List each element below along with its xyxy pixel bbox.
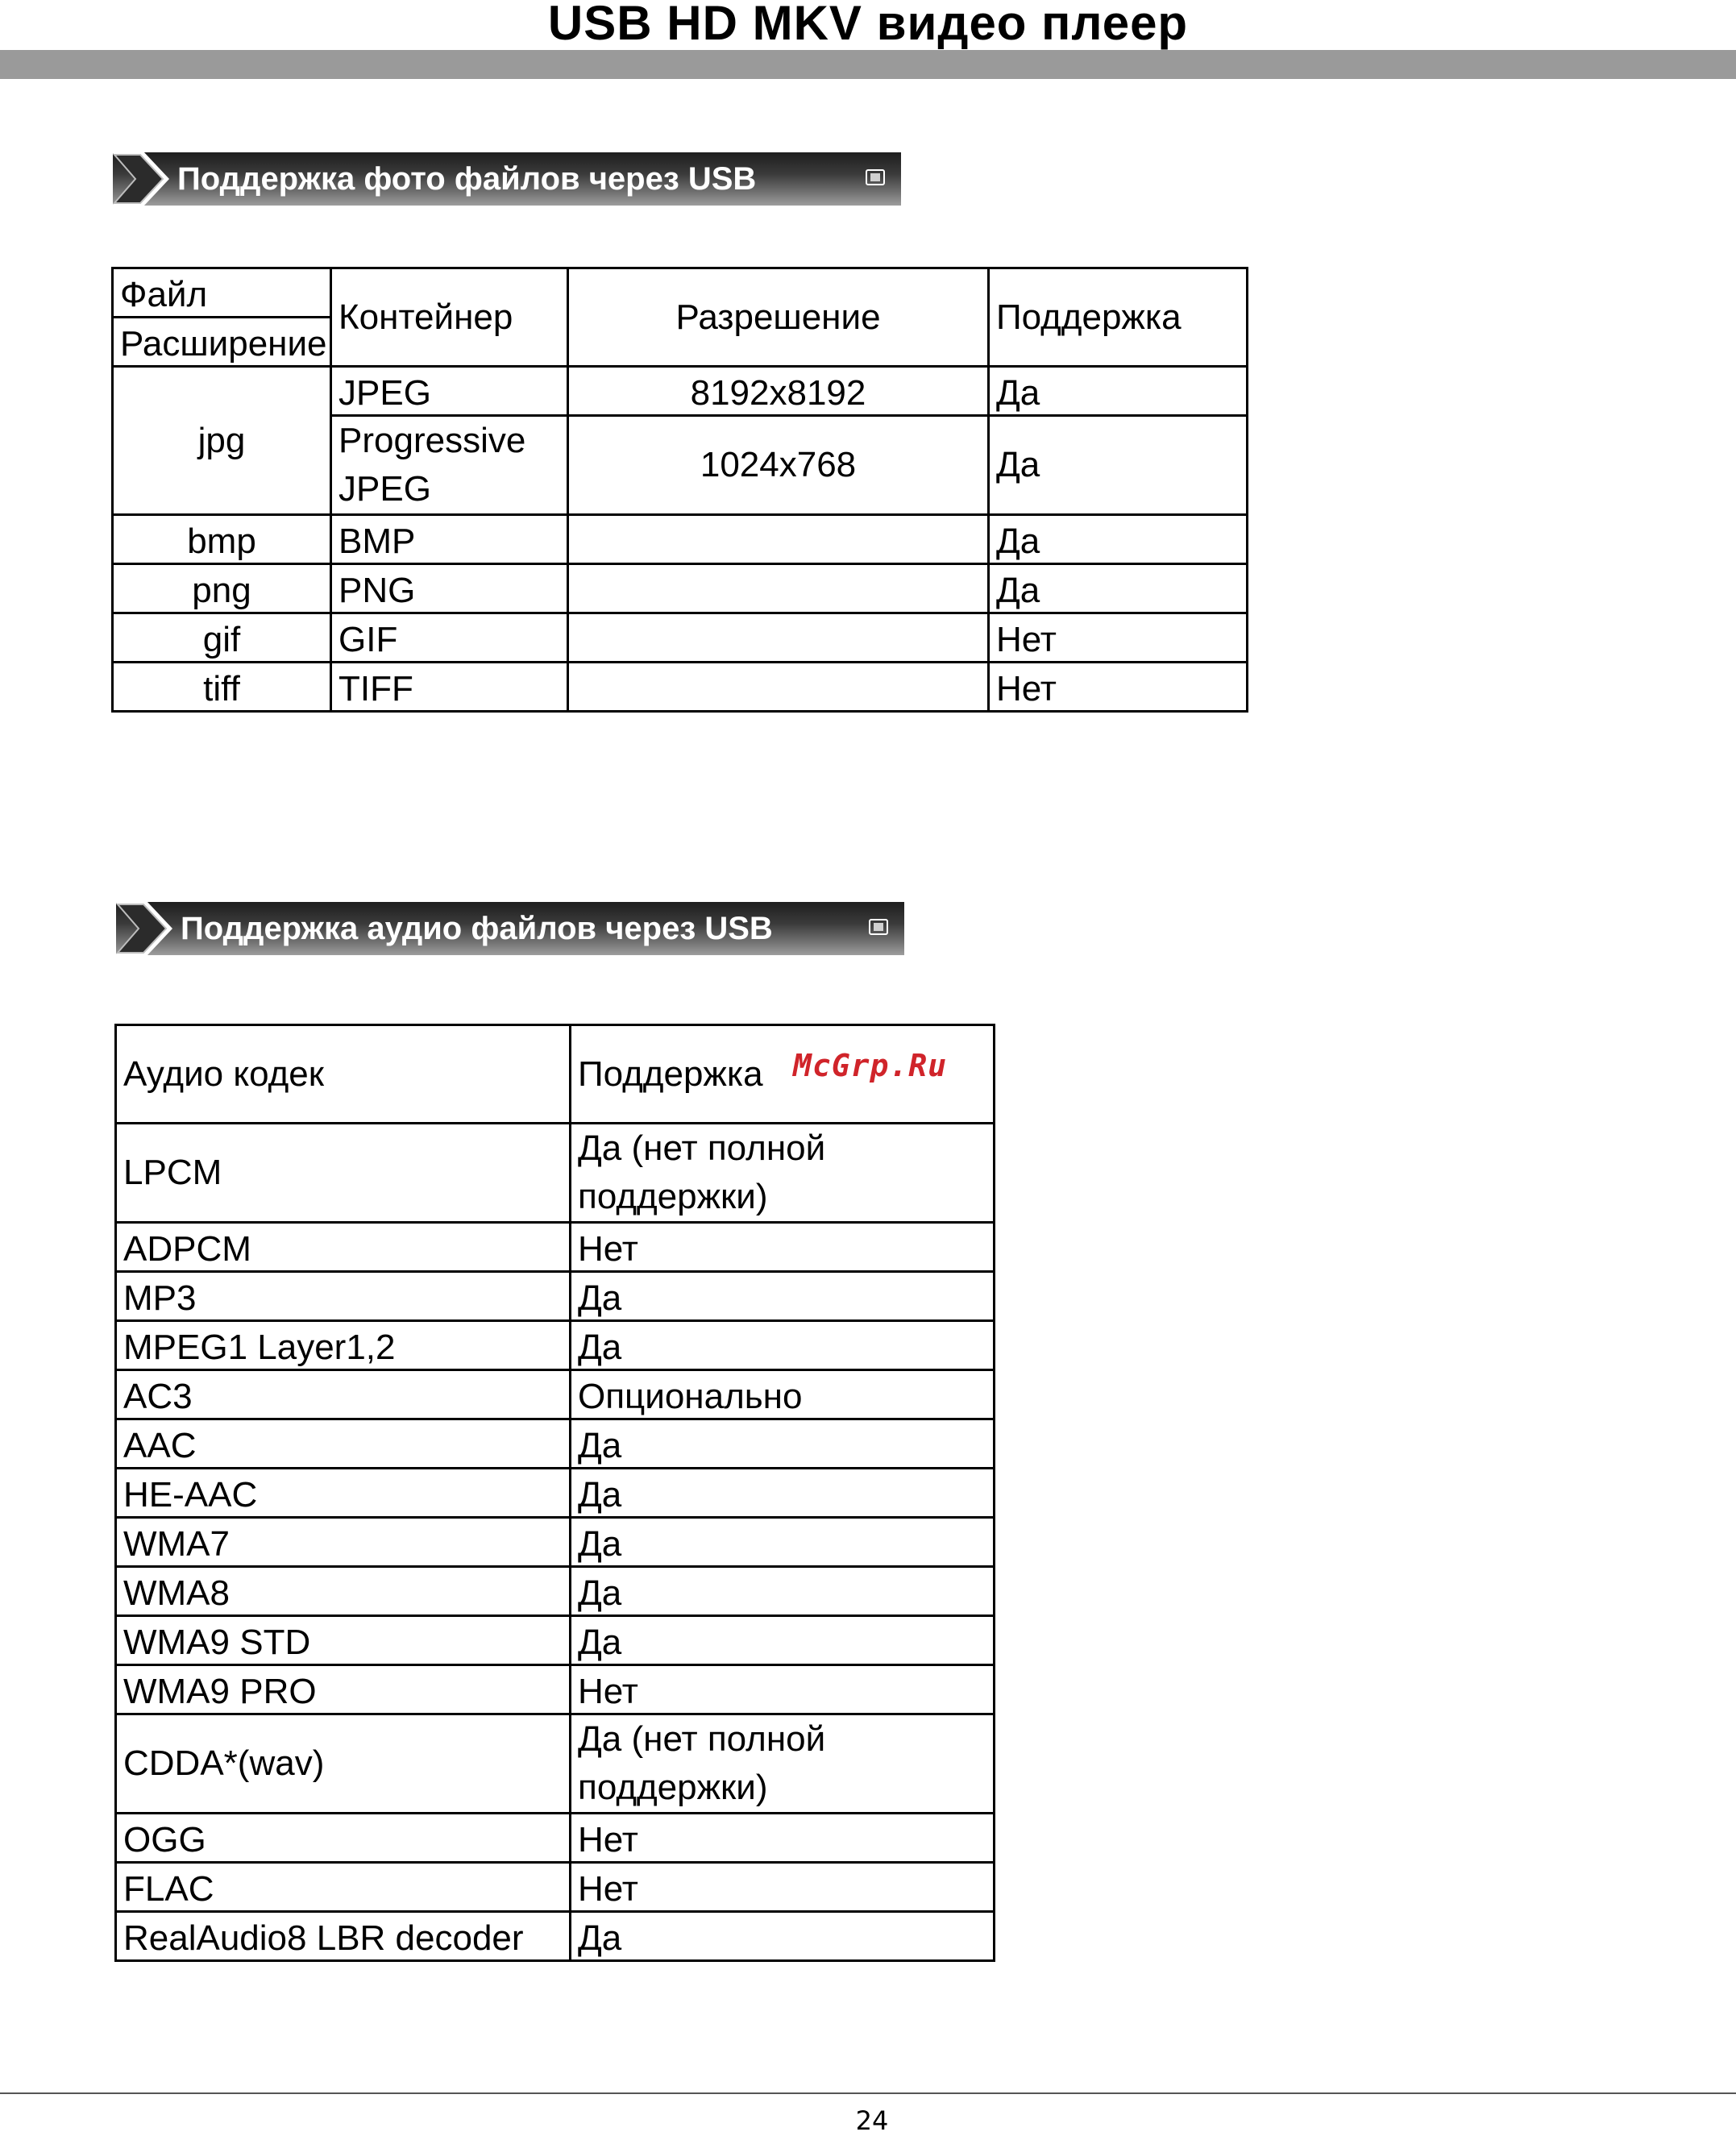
chevron-arrow-icon — [114, 901, 172, 956]
table-row — [116, 1419, 995, 1469]
table-row — [113, 663, 1248, 712]
photo-section-title: Поддержка фото файлов через USB — [177, 161, 757, 197]
support-cell: Да — [989, 367, 1248, 416]
support-cell: Да — [571, 1912, 995, 1961]
support-cell: Да (нет полной поддержки) — [571, 1124, 995, 1223]
container-cell: TIFF — [331, 663, 568, 712]
header-file: Файл — [113, 268, 331, 318]
ext-cell: jpg — [113, 367, 331, 515]
table-row — [116, 1616, 995, 1665]
container-cell: JPEG — [331, 367, 568, 416]
table-row — [116, 1863, 995, 1912]
table-row — [113, 515, 1248, 564]
codec-cell: WMA9 STD — [116, 1616, 571, 1665]
resolution-cell — [568, 613, 989, 663]
codec-cell: AC3 — [116, 1370, 571, 1419]
page-title: USB HD MKV видео плеер — [547, 0, 1189, 50]
table-row — [116, 1321, 995, 1370]
codec-cell: MP3 — [116, 1272, 571, 1321]
codec-cell: HE-AAC — [116, 1469, 571, 1518]
table-row — [116, 1567, 995, 1616]
container-cell: BMP — [331, 515, 568, 564]
footer-divider — [0, 2092, 1736, 2094]
table-row — [113, 613, 1248, 663]
audio-section-title: Поддержка аудио файлов через USB — [181, 911, 773, 946]
codec-cell: AAC — [116, 1419, 571, 1469]
header-container: Контейнер — [331, 268, 568, 367]
header-support: Поддержка — [571, 1025, 995, 1124]
table-row — [113, 367, 1248, 416]
table-row — [116, 1665, 995, 1714]
support-cell: Опционально — [571, 1370, 995, 1419]
support-cell: Да (нет полной поддержки) — [571, 1714, 995, 1814]
resolution-cell — [568, 564, 989, 613]
table-row — [116, 1518, 995, 1567]
ext-cell: png — [113, 564, 331, 613]
codec-cell: CDDA*(wav) — [116, 1714, 571, 1814]
support-cell: Да — [989, 564, 1248, 613]
table-row — [116, 1272, 995, 1321]
container-cell: GIF — [331, 613, 568, 663]
support-cell: Нет — [571, 1665, 995, 1714]
header-codec: Аудио кодек — [116, 1025, 571, 1124]
photo-section-banner — [113, 152, 901, 206]
support-cell: Нет — [989, 613, 1248, 663]
codec-cell: ADPCM — [116, 1223, 571, 1272]
header-bar — [0, 50, 1736, 79]
table-row — [116, 1714, 995, 1814]
codec-cell: FLAC — [116, 1863, 571, 1912]
support-cell: Да — [571, 1567, 995, 1616]
container-cell: PNG — [331, 564, 568, 613]
resolution-cell — [568, 515, 989, 564]
header-support: Поддержка — [989, 268, 1248, 367]
resolution-cell: 8192x8192 — [568, 367, 989, 416]
support-cell: Да — [571, 1518, 995, 1567]
support-cell: Да — [571, 1469, 995, 1518]
square-icon — [869, 919, 888, 935]
page-number: 24 — [855, 2105, 889, 2136]
table-row — [113, 564, 1248, 613]
container-cell: Progressive JPEG — [331, 416, 568, 515]
support-cell: Нет — [571, 1814, 995, 1863]
ext-cell: gif — [113, 613, 331, 663]
chevron-arrow-icon — [111, 152, 169, 206]
square-icon — [866, 169, 885, 185]
audio-section-banner — [116, 902, 904, 955]
support-cell: Да — [571, 1419, 995, 1469]
resolution-cell: 1024x768 — [568, 416, 989, 515]
resolution-cell — [568, 663, 989, 712]
support-cell: Да — [571, 1272, 995, 1321]
support-cell: Да — [989, 515, 1248, 564]
table-row — [116, 1124, 995, 1223]
support-cell: Да — [571, 1616, 995, 1665]
support-cell: Да — [989, 416, 1248, 515]
header-extension: Расширение — [113, 318, 331, 367]
table-row — [116, 1469, 995, 1518]
header-resolution: Разрешение — [568, 268, 989, 367]
support-cell: Нет — [571, 1223, 995, 1272]
table-row — [116, 1223, 995, 1272]
table-row — [116, 1814, 995, 1863]
codec-cell: OGG — [116, 1814, 571, 1863]
ext-cell: tiff — [113, 663, 331, 712]
photo-support-table — [111, 267, 1248, 713]
codec-cell: MPEG1 Layer1,2 — [116, 1321, 571, 1370]
codec-cell: WMA9 PRO — [116, 1665, 571, 1714]
support-cell: Да — [571, 1321, 995, 1370]
codec-cell: WMA8 — [116, 1567, 571, 1616]
codec-cell: RealAudio8 LBR decoder — [116, 1912, 571, 1961]
table-row — [116, 1370, 995, 1419]
support-cell: Нет — [989, 663, 1248, 712]
ext-cell: bmp — [113, 515, 331, 564]
codec-cell: LPCM — [116, 1124, 571, 1223]
support-cell: Нет — [571, 1863, 995, 1912]
audio-support-table — [114, 1024, 995, 1962]
codec-cell: WMA7 — [116, 1518, 571, 1567]
watermark: McGrp.Ru — [793, 1048, 948, 1083]
table-row — [116, 1912, 995, 1961]
